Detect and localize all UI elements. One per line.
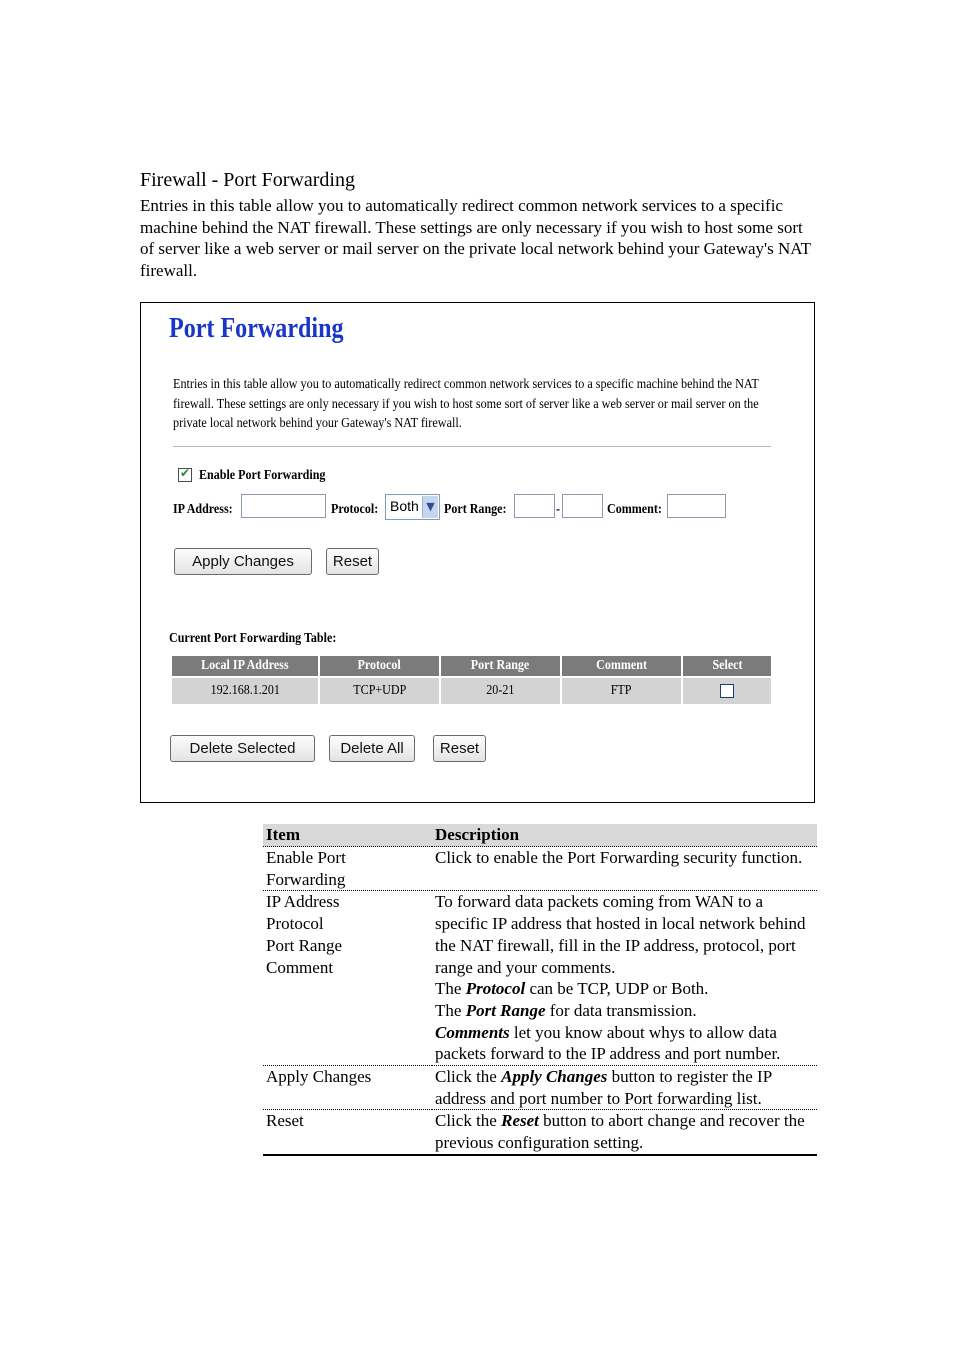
comment-label: Comment: <box>607 502 662 517</box>
doc-section-title: Firewall - Port Forwarding <box>140 169 355 191</box>
col-header-port-range: Port Range <box>441 656 560 676</box>
reset-table-button[interactable]: Reset <box>433 735 486 762</box>
description-cell: Click to enable the Port Forwarding security function. <box>432 847 817 891</box>
table-row <box>263 847 817 891</box>
cell-comment: FTP <box>562 678 681 704</box>
description-paragraph: Comments let you know about whys to allow data packets forward to the IP address and port number. <box>435 1022 781 1064</box>
cell-local-ip: 192.168.1.201 <box>172 678 318 704</box>
col-header-select: Select <box>683 656 771 676</box>
port-range-from-input[interactable] <box>514 494 555 518</box>
desc-header-item: Item <box>263 824 432 847</box>
port-range-label: Port Range: <box>444 502 507 517</box>
protocol-select-value: Both <box>390 498 419 514</box>
reset-button[interactable]: Reset <box>326 548 379 575</box>
description-paragraph: The Protocol can be TCP, UDP or Both. <box>435 979 709 999</box>
col-header-local-ip: Local IP Address <box>172 656 318 676</box>
item-cell: Apply Changes <box>263 1066 432 1110</box>
description-table <box>263 824 817 1156</box>
comment-input[interactable] <box>667 494 726 518</box>
table-header-row <box>172 656 771 676</box>
port-forwarding-table <box>170 654 773 706</box>
col-header-comment: Comment <box>562 656 681 676</box>
page-description: Entries in this table allow you to automatically redirect common network services to a specific machine behind the NAT firewall. These settings are only necessary if you wish to host some sort of server like a web server or mail server on the private local network behind your Gateway's NAT firewall. <box>173 377 759 431</box>
desc-header-row <box>263 824 817 847</box>
description-paragraph: The Port Range for data transmission. <box>435 1000 697 1020</box>
desc-header-description: Description <box>432 824 817 847</box>
description-paragraph: To forward data packets coming from WAN to a specific IP address that hosted in local network behind the NAT firewall, fill in the IP address, protocol, port range and your comments. <box>435 892 806 977</box>
enable-port-forwarding-label: Enable Port Forwarding <box>199 468 326 483</box>
table-row <box>263 891 817 1066</box>
table-title: Current Port Forwarding Table: <box>169 631 337 646</box>
item-line: Protocol <box>266 914 324 934</box>
col-header-protocol: Protocol <box>320 656 439 676</box>
page-title: Port Forwarding <box>169 313 344 344</box>
table-row <box>263 1110 817 1155</box>
item-line: Port Range <box>266 935 343 955</box>
port-forwarding-screenshot <box>140 302 815 803</box>
description-cell <box>432 891 817 1066</box>
cell-port-range: 20-21 <box>441 678 560 704</box>
item-line: IP Address <box>266 892 340 912</box>
ip-address-label: IP Address: <box>173 502 233 517</box>
doc-intro-text: Entries in this table allow you to automatically redirect common network services to a specific machine behind the NAT firewall. These settings are only necessary if you wish to host some sort of server like a web server or mail server on the private local network behind your Gateway's NAT firewall. <box>140 196 811 281</box>
chevron-down-icon: ▼ <box>422 496 438 518</box>
description-cell: Click the Apply Changes button to register the IP address and port number to Port forwarding list. <box>432 1066 817 1110</box>
item-line: Comment <box>266 957 334 977</box>
apply-changes-button[interactable]: Apply Changes <box>174 548 312 575</box>
port-range-to-input[interactable] <box>562 494 603 518</box>
item-cell <box>263 891 432 1066</box>
cell-protocol: TCP+UDP <box>320 678 439 704</box>
delete-all-button[interactable]: Delete All <box>329 735 415 762</box>
cell-select <box>683 678 771 704</box>
protocol-select[interactable] <box>385 494 440 520</box>
ip-address-input[interactable] <box>241 494 326 518</box>
enable-port-forwarding-checkbox[interactable] <box>178 468 192 482</box>
item-cell: Reset <box>263 1110 432 1155</box>
port-range-separator: - <box>556 502 561 517</box>
delete-selected-button[interactable]: Delete Selected <box>170 735 315 762</box>
table-row <box>263 1066 817 1110</box>
row-select-checkbox[interactable] <box>720 684 734 698</box>
divider <box>173 446 771 447</box>
table-row <box>172 678 771 704</box>
protocol-label: Protocol: <box>331 502 379 517</box>
description-cell: Click the Reset button to abort change and recover the previous configuration setting. <box>432 1110 817 1155</box>
item-cell: Enable Port Forwarding <box>263 847 432 891</box>
